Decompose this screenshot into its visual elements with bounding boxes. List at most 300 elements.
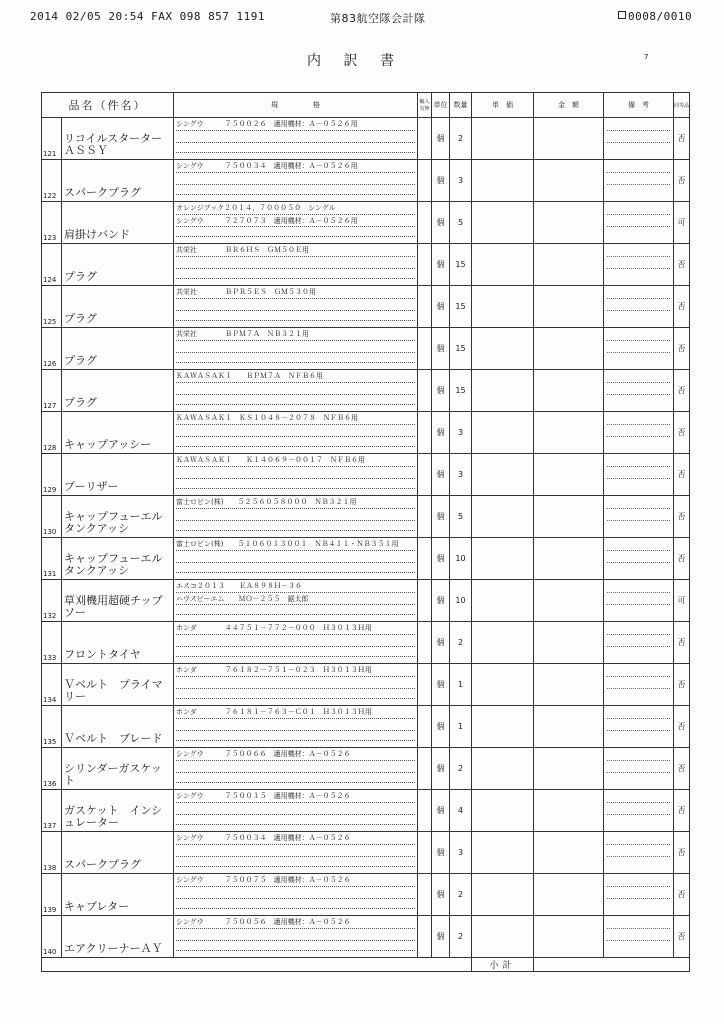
item-qty: 15 [450,370,472,412]
import-cell [418,496,432,538]
same-type-flag: 否 [674,874,690,916]
col-header-amount: 金 額 [534,93,604,118]
amount-cell [534,664,604,706]
spec-rule [176,604,415,605]
import-cell [418,916,432,958]
import-cell [418,244,432,286]
import-cell [418,412,432,454]
spec-rule [176,802,415,803]
item-qty: 3 [450,412,472,454]
unit-price-cell [472,538,534,580]
item-number: 133 [43,654,57,662]
spec-rule [176,340,415,341]
item-number-cell [42,664,62,706]
table-row [42,328,690,370]
item-unit: 個 [432,748,450,790]
item-qty: 15 [450,328,472,370]
item-spec-line-1: シングウ ７５００１５ 適用機材：Ａ－０５２６ [176,792,351,800]
item-number-cell [42,370,62,412]
item-number: 131 [43,570,57,578]
import-cell [418,328,432,370]
item-number: 138 [43,864,57,872]
item-name-cell [62,664,174,706]
item-number: 132 [43,612,57,620]
item-name: プラグ [64,354,97,367]
item-spec-line-1: ＫＡＷＡＳＡＫＩ ＢＰＭ７Ａ ＮＦＢ６用 [176,372,323,380]
item-unit: 個 [432,538,450,580]
spec-rule [176,488,415,489]
spec-rule [176,940,415,941]
item-number-cell [42,328,62,370]
item-name-cell [62,118,174,160]
item-unit: 個 [432,412,450,454]
spec-rule [176,478,415,479]
item-qty: 2 [450,748,472,790]
amount-cell [534,874,604,916]
item-name: Ｖベルト プライマリー [64,678,163,703]
item-name-cell [62,874,174,916]
remarks-cell [604,412,674,454]
item-number: 126 [43,360,57,368]
import-cell [418,538,432,580]
amount-cell [534,706,604,748]
spec-rule [176,184,415,185]
same-type-flag: 可 [674,580,690,622]
spec-rule [176,646,415,647]
remarks-cell [604,496,674,538]
table-row [42,370,690,412]
amount-cell [534,916,604,958]
item-spec-cell [174,790,418,832]
spec-rule [176,718,415,719]
spec-rule [176,824,415,825]
item-name-cell [62,538,174,580]
unit-price-cell [472,454,534,496]
same-type-flag: 否 [674,706,690,748]
item-spec-line-1: シングウ ７５００３４ 適用機材：Ａ－０５２６用 [176,162,358,170]
spec-rule [176,362,415,363]
spec-rule [176,142,415,143]
subtotal-row [42,958,690,972]
spec-rule [176,236,415,237]
item-spec-cell [174,832,418,874]
spec-rule [176,226,415,227]
unit-price-cell [472,832,534,874]
spec-rule [176,446,415,447]
item-name: スパークプラグ [64,858,141,871]
item-spec-cell [174,118,418,160]
item-name: Ｖベルト ブレード [64,732,163,745]
amount-cell [534,538,604,580]
remarks-cell [604,118,674,160]
item-qty: 2 [450,622,472,664]
item-name: スパークプラグ [64,186,141,199]
spec-rule [176,466,415,467]
table-row [42,832,690,874]
item-name-cell [62,622,174,664]
item-spec-line-1: シングウ ７５００５６ 適用機材：Ａ－０５２６ [176,918,351,926]
item-number-cell [42,160,62,202]
remarks-cell [604,622,674,664]
item-unit: 個 [432,496,450,538]
table-row [42,160,690,202]
item-unit: 個 [432,790,450,832]
remarks-cell [604,244,674,286]
item-number: 137 [43,822,57,830]
spec-rule [176,352,415,353]
item-spec-line-1: 共栄社 ＢＲ６ＨＳ ＧＭ５０Ｅ用 [176,246,309,254]
spec-rule [176,592,415,593]
item-number-cell [42,496,62,538]
item-spec-line-1: 富士ロビン(株) ５２５６０５８０００ ＮＢ３２１用 [176,498,357,506]
spec-rule [176,772,415,773]
item-unit: 個 [432,202,450,244]
table-row [42,664,690,706]
remarks-cell [604,538,674,580]
spec-rule [176,856,415,857]
item-spec-cell [174,160,418,202]
remarks-cell [604,370,674,412]
item-name-cell [62,454,174,496]
spec-rule [176,130,415,131]
same-type-flag: 否 [674,370,690,412]
item-name-cell [62,496,174,538]
same-type-flag: 否 [674,664,690,706]
same-type-flag: 否 [674,286,690,328]
item-number-cell [42,748,62,790]
item-number: 135 [43,738,57,746]
spec-rule [176,730,415,731]
item-unit: 個 [432,916,450,958]
item-name: キャップフューエルタンクアッシ [64,510,163,535]
item-name: プーリザー [64,480,119,493]
spec-rule [176,256,415,257]
unit-price-cell [472,874,534,916]
item-name-cell [62,412,174,454]
same-type-flag: 否 [674,916,690,958]
item-name-cell [62,244,174,286]
item-number: 123 [43,234,57,242]
spec-rule [176,298,415,299]
item-spec-line-2: ハウスビーエム ＭＯ－２５５ 鋸太郎 [176,595,309,603]
fax-header-sender: 第83航空隊会計隊 [330,12,426,25]
item-qty: 1 [450,706,472,748]
amount-cell [534,454,604,496]
spec-rule [176,950,415,951]
item-spec-cell [174,244,418,286]
unit-price-cell [472,790,534,832]
item-unit: 個 [432,118,450,160]
same-type-flag: 否 [674,832,690,874]
item-spec-cell [174,538,418,580]
unit-price-cell [472,622,534,664]
item-name: ガスケット インシュレーター [64,804,163,829]
import-cell [418,748,432,790]
item-qty: 10 [450,538,472,580]
import-cell [418,160,432,202]
spec-rule [176,614,415,615]
item-number-cell [42,790,62,832]
spec-rule [176,520,415,521]
item-number: 134 [43,696,57,704]
remarks-cell [604,580,674,622]
amount-cell [534,118,604,160]
spec-rule [176,436,415,437]
item-number-cell [42,832,62,874]
item-spec-line-1: ＫＡＷＡＳＡＫＩ Ｋ１４０６９－００１７ ＮＦＢ６用 [176,456,365,464]
spec-rule [176,278,415,279]
item-name: プラグ [64,270,97,283]
unit-price-cell [472,664,534,706]
spec-rule [176,740,415,741]
remarks-cell [604,748,674,790]
item-name: リコイルスターターＡＳＳＹ [64,132,163,157]
table-header-row [42,93,690,118]
item-number: 136 [43,780,57,788]
item-qty: 10 [450,580,472,622]
item-qty: 5 [450,202,472,244]
item-name-cell [62,202,174,244]
item-number-cell [42,916,62,958]
item-number-cell [42,874,62,916]
spec-rule [176,268,415,269]
table-row [42,748,690,790]
item-name-cell [62,706,174,748]
spec-rule [176,698,415,699]
col-header-qty: 数量 [450,93,472,118]
item-unit: 個 [432,370,450,412]
item-unit: 個 [432,160,450,202]
item-qty: 5 [450,496,472,538]
spec-rule [176,382,415,383]
unit-price-cell [472,370,534,412]
same-type-flag: 否 [674,622,690,664]
item-name-cell [62,832,174,874]
remarks-cell [604,160,674,202]
import-cell [418,202,432,244]
item-spec-line-1: ホンダ ４４７５１－７７２－０００ Ｈ３０１３Ｈ用 [176,624,372,632]
spec-rule [176,634,415,635]
item-spec-line-1: ホンダ ７６１８２－７５１－０２３ Ｈ３０１３Ｈ用 [176,666,372,674]
item-number: 127 [43,402,57,410]
item-unit: 個 [432,454,450,496]
item-spec-line-1: シングウ ７５００２６ 適用機材：Ａ－０５２６用 [176,120,358,128]
col-header-same-type: 同等品 [674,93,690,118]
spec-rule [176,688,415,689]
item-spec-line-1: シングウ ７５００７５ 適用機材：Ａ－０５２６ [176,876,351,884]
item-spec-line-1: 共栄社 ＢＰＭ７Ａ ＮＢ３２１用 [176,330,309,338]
spec-rule [176,194,415,195]
unit-price-cell [472,118,534,160]
item-qty: 3 [450,160,472,202]
table-row [42,580,690,622]
item-unit: 個 [432,664,450,706]
import-cell [418,370,432,412]
item-name: キャブレター [64,900,130,913]
item-number: 124 [43,276,57,284]
item-spec-line-1: オレンジブック２０１４，７０００５０ シングル [176,204,336,212]
remarks-cell [604,286,674,328]
amount-cell [534,832,604,874]
item-unit: 個 [432,706,450,748]
item-number-cell [42,706,62,748]
table-row [42,916,690,958]
item-name: シリンダーガスケット [64,762,162,787]
item-spec-cell [174,916,418,958]
import-cell [418,790,432,832]
col-header-unit-price: 単 価 [472,93,534,118]
remarks-cell [604,706,674,748]
remarks-cell [604,790,674,832]
item-spec-line-1: エスコ２０１３ ＥＡ８９８Ｈ－３６ [176,582,302,590]
spec-rule [176,320,415,321]
import-cell [418,286,432,328]
same-type-flag: 否 [674,412,690,454]
amount-cell [534,160,604,202]
same-type-flag: 可 [674,202,690,244]
item-number-cell [42,202,62,244]
item-qty: 15 [450,244,472,286]
item-unit: 個 [432,580,450,622]
spec-rule [176,572,415,573]
item-qty: 2 [450,916,472,958]
item-unit: 個 [432,286,450,328]
item-number-cell [42,580,62,622]
item-spec-cell [174,328,418,370]
item-name: エアクリーナーＡＹ [64,942,163,955]
item-spec-cell [174,706,418,748]
col-header-unit: 単位 [432,93,450,118]
item-name: キャップアッシー [64,438,152,451]
remarks-cell [604,916,674,958]
item-name: キャップフューエルタンクアッシ [64,552,163,577]
spec-rule [176,844,415,845]
spec-rule [176,550,415,551]
remarks-cell [604,328,674,370]
table-row [42,118,690,160]
spec-rule [176,172,415,173]
amount-cell [534,244,604,286]
item-qty: 1 [450,664,472,706]
item-unit: 個 [432,622,450,664]
unit-price-cell [472,412,534,454]
item-spec-cell [174,748,418,790]
item-unit: 個 [432,832,450,874]
item-spec-cell [174,496,418,538]
item-spec-line-1: ホンダ ７６１８１－７６３－Ｃ０１ Ｈ３０１３Ｈ用 [176,708,372,716]
item-name: プラグ [64,396,97,409]
table-row [42,244,690,286]
item-spec-cell [174,370,418,412]
same-type-flag: 否 [674,118,690,160]
item-spec-line-1: ＫＡＷＡＳＡＫＩ ＫＳ１０４８－２０７８ ＮＦＢ６用 [176,414,358,422]
import-cell [418,706,432,748]
amount-cell [534,748,604,790]
item-name: フロントタイヤ [64,648,141,661]
unit-price-cell [472,328,534,370]
item-number-cell [42,244,62,286]
item-spec-line-1: 共栄社 ＢＰＲ５ＥＳ ＧＭ５３０用 [176,288,316,296]
item-spec-cell [174,286,418,328]
spec-rule [176,866,415,867]
item-name: 草刈機用超硬チップソー [64,594,163,619]
item-number: 122 [43,192,57,200]
import-cell [418,832,432,874]
item-number: 125 [43,318,57,326]
same-type-flag: 否 [674,454,690,496]
item-spec-cell [174,412,418,454]
same-type-flag: 否 [674,496,690,538]
spec-rule [176,404,415,405]
amount-cell [534,412,604,454]
item-unit: 個 [432,874,450,916]
itemization-table [41,92,690,972]
item-unit: 個 [432,244,450,286]
item-number-cell [42,538,62,580]
item-name-cell [62,916,174,958]
item-name-cell [62,328,174,370]
amount-cell [534,202,604,244]
unit-price-cell [472,244,534,286]
table-row [42,706,690,748]
fax-header-left: 2014 02/05 20:54 FAX 098 857 1191 [30,10,266,23]
subtotal-label: 小計 [472,958,534,972]
item-spec-cell [174,454,418,496]
import-cell [418,622,432,664]
remarks-cell [604,454,674,496]
spec-rule [176,908,415,909]
remarks-cell [604,832,674,874]
table-row [42,874,690,916]
amount-cell [534,496,604,538]
item-number: 128 [43,444,57,452]
unit-price-cell [472,580,534,622]
item-spec-cell [174,664,418,706]
unit-price-cell [472,748,534,790]
item-spec-line-1: シングウ ７５００６６ 適用機材：Ａ－０５２６ [176,750,351,758]
table-row [42,790,690,832]
table-row [42,412,690,454]
item-number-cell [42,454,62,496]
item-spec-line-2: シングウ ７２７０７３ 適用機材：Ａ－０５２６用 [176,217,358,225]
spec-rule [176,214,415,215]
unit-price-cell [472,286,534,328]
unit-price-cell [472,706,534,748]
unit-price-cell [472,496,534,538]
document-title: 内 訳 書 [307,53,403,69]
item-number: 139 [43,906,57,914]
same-type-flag: 否 [674,790,690,832]
page-mark: 7 [644,53,649,61]
spec-rule [176,310,415,311]
item-qty: 2 [450,118,472,160]
table-row [42,202,690,244]
unit-price-cell [472,202,534,244]
amount-cell [534,790,604,832]
amount-cell [534,370,604,412]
amount-cell [534,286,604,328]
col-header-spec: 規 格 [174,93,418,118]
spec-rule [176,508,415,509]
import-cell [418,874,432,916]
item-qty: 4 [450,790,472,832]
table-row [42,538,690,580]
item-number-cell [42,286,62,328]
item-name-cell [62,286,174,328]
spec-rule [176,152,415,153]
import-cell [418,580,432,622]
spec-rule [176,530,415,531]
